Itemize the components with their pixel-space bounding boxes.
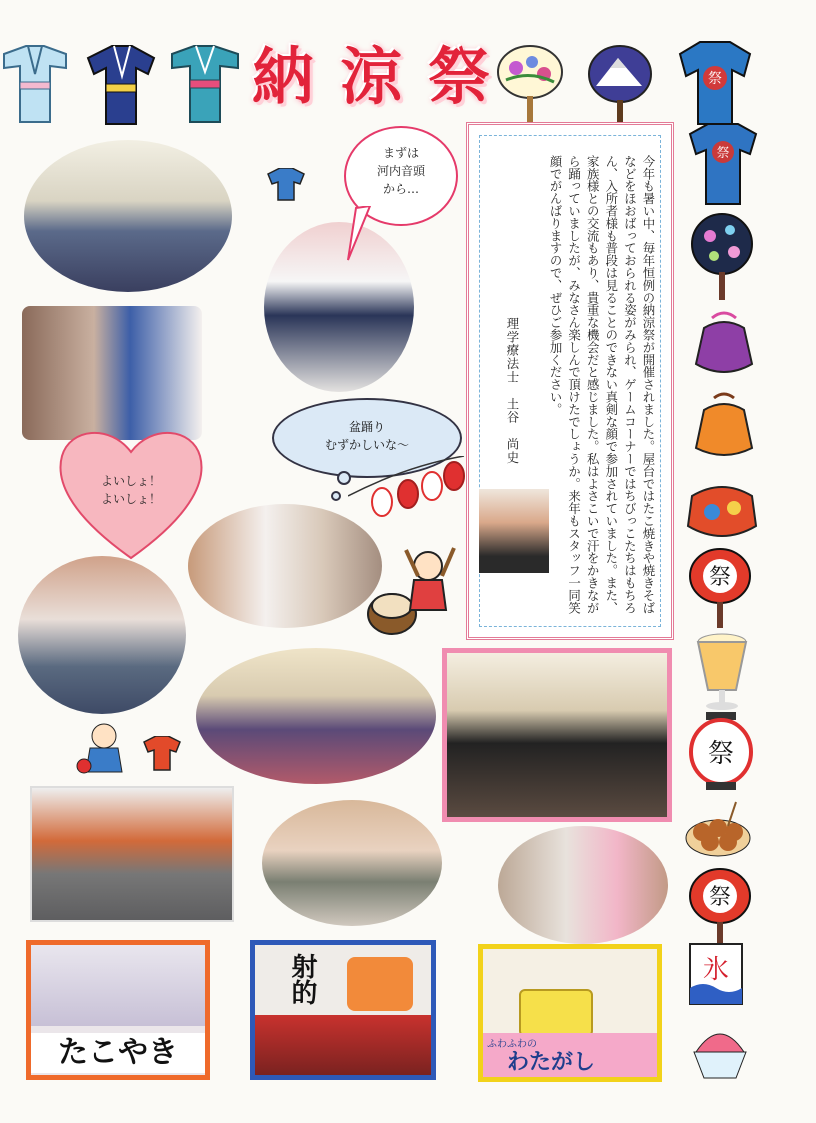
yukata-icon xyxy=(4,46,66,122)
photo-residents-eating xyxy=(30,786,234,922)
photo-takoyaki-stall xyxy=(26,940,210,1080)
photo-elder-dancing xyxy=(18,556,186,714)
svg-text:祭: 祭 xyxy=(716,146,730,161)
speech-bubble-tail xyxy=(342,206,382,266)
takoyaki-icon xyxy=(686,802,750,856)
kori-mark: 氷 xyxy=(702,955,730,985)
small-matsuri-happi-icon xyxy=(142,736,182,772)
title-char: 納 xyxy=(251,40,314,113)
happi-coat-icon xyxy=(680,42,750,124)
kid-with-happi-illustration xyxy=(76,720,136,778)
shaved-ice-icon xyxy=(694,1034,746,1078)
photo-singer-stage xyxy=(264,222,414,392)
top-decoration-row xyxy=(0,38,816,128)
matsuri-uchiwa-icon xyxy=(690,549,750,628)
photo-shateki-stall xyxy=(250,940,436,1080)
drawstring-bag-icon xyxy=(696,394,752,455)
article-body: 今年も暑い中、毎年恒例の納涼祭が開催されました。屋台ではたこ焼きや焼きそばなどをほおばっておられる姿がみられ、ゲームコーナーではちびっこたちはもちろん、入所者様も普段は見ることのできない真剣な顔で参加されていました。また、家族様との交流もあり、貴重な機会だと感じました。私はよさこいで汗をかきながら踊っていましたが、みなさん楽しんで頂けたでしょうか。来年もスタッフ一同笑顔でがんばりますので、ぜひご参加ください。 xyxy=(548,155,656,614)
right-decoration-column xyxy=(676,122,816,1122)
kakigori-flag-icon xyxy=(690,944,742,1004)
heart-bubble-text: よいしょ！ よいしょ！ xyxy=(100,474,161,506)
thought-cloud-text: 盆踊り むずかしいな〜 xyxy=(324,420,409,452)
takoyaki-sign: たこやき xyxy=(31,1033,205,1073)
happi-coat-icon xyxy=(690,124,756,204)
title-char: 涼 xyxy=(339,40,402,113)
photo-watagashi-stall xyxy=(478,944,662,1082)
shateki-sign: 射的 xyxy=(287,953,317,1005)
shateki-banner-mascot xyxy=(347,957,413,1011)
photo-yukata-group xyxy=(196,648,436,784)
watagashi-sign: わたがし xyxy=(507,1049,596,1075)
photo-bon-dance-hall xyxy=(24,140,232,292)
matsuri-uchiwa-icon xyxy=(690,869,750,948)
uchiwa-fan-icon xyxy=(692,214,752,300)
matsuri-mark: 祭 xyxy=(708,565,732,590)
title-char: 祭 xyxy=(427,40,490,113)
speech-bubble-text: まずは 河内音頭 から… xyxy=(376,146,425,196)
svg-text:祭: 祭 xyxy=(708,71,722,87)
yukata-icon xyxy=(88,46,154,124)
drawstring-bag-icon xyxy=(688,487,756,536)
article-box xyxy=(466,122,674,640)
watagashi-prefix: ふわふわの xyxy=(487,1039,537,1050)
author-photo xyxy=(479,489,549,573)
uchiwa-fan-icon xyxy=(589,46,651,128)
photo-elder-and-staff xyxy=(498,826,668,944)
article-author: 理学療法士 土谷 尚史 xyxy=(505,317,520,465)
lantern-string-decoration xyxy=(348,456,466,536)
taiko-drummer-illustration xyxy=(362,540,462,640)
photo-resident-peace-sign xyxy=(262,800,442,926)
matsuri-mark: 祭 xyxy=(708,885,732,910)
yukata-icon xyxy=(172,46,238,122)
small-happi-icon xyxy=(266,168,306,202)
drink-glass-icon xyxy=(698,634,746,710)
photo-yosakoi-staff xyxy=(442,648,672,822)
matsuri-mark: 祭 xyxy=(707,739,735,769)
lantern-icon xyxy=(691,712,751,790)
drawstring-bag-icon xyxy=(696,313,752,372)
uchiwa-fan-icon xyxy=(498,46,562,126)
